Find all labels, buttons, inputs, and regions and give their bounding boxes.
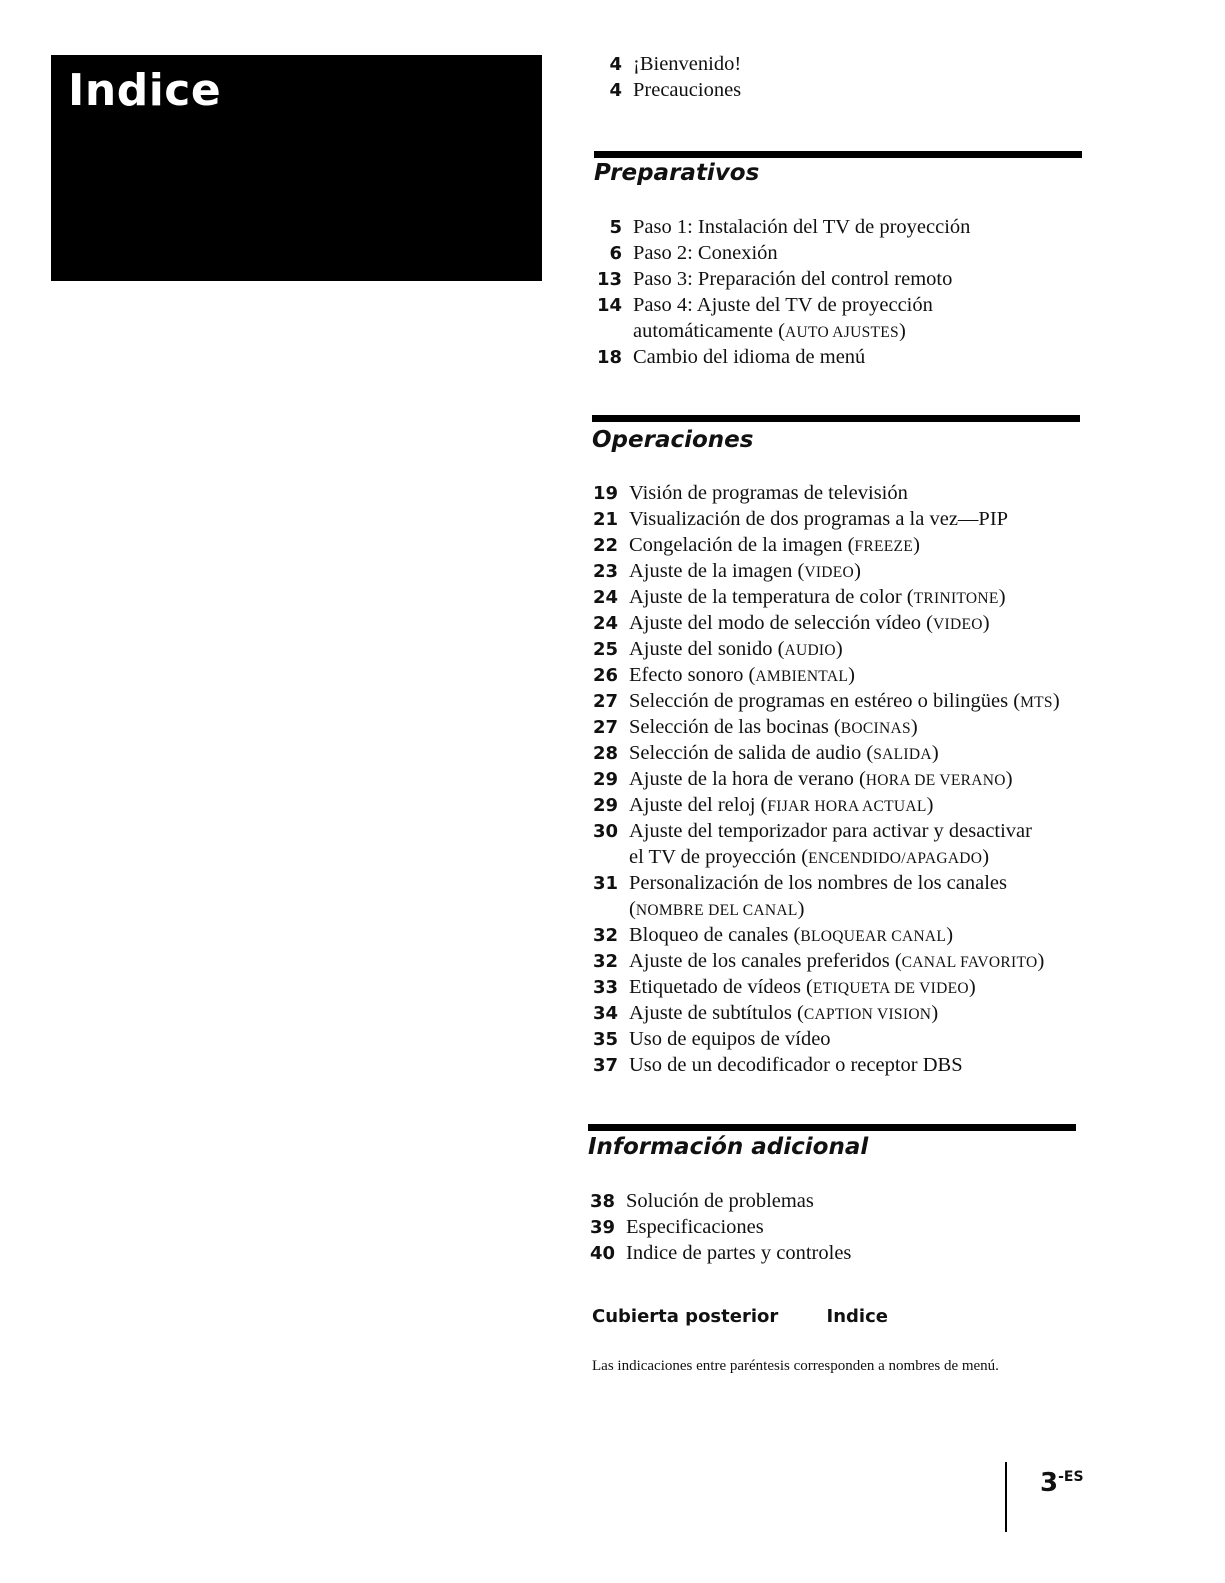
toc-page-number: 32: [592, 925, 618, 946]
menu-name-close: ): [797, 898, 805, 920]
toc-page-number: 35: [592, 1029, 618, 1050]
toc-page-number: 34: [592, 1003, 618, 1024]
toc-entry-text: [633, 292, 933, 346]
toc-page-number: 19: [592, 483, 618, 504]
toc-page-number: 30: [592, 821, 618, 842]
toc-entry-continuation: (: [629, 898, 636, 920]
toc-entry-title: Paso 1: Instalación del TV de proyección: [633, 216, 971, 238]
toc-entry: [588, 480, 908, 507]
toc-entry-text: [629, 740, 939, 768]
toc-entry-text: [629, 1000, 938, 1028]
page-number-divider: [1005, 1462, 1007, 1532]
menu-name-close: ): [1005, 768, 1013, 790]
toc-entry-title: Selección de las bocinas (: [629, 716, 841, 738]
back-cover-entry: [592, 1306, 888, 1327]
toc-page-number: 27: [592, 691, 618, 712]
menu-name-close: ): [931, 1002, 939, 1024]
toc-entry: [588, 688, 1060, 716]
menu-name: AUDIO: [784, 642, 836, 659]
toc-page-number: 39: [589, 1217, 615, 1238]
page-number-suffix: -ES: [1058, 1469, 1084, 1485]
toc-entry-text: [629, 818, 1032, 872]
toc-page-number: 4: [609, 54, 622, 75]
toc-entry-text: [633, 344, 865, 370]
toc-entry-title: Cambio del idioma de menú: [633, 346, 866, 368]
toc-page-number: 24: [592, 613, 618, 634]
toc-entry: [585, 1240, 851, 1267]
toc-entry-text: [629, 1026, 831, 1052]
toc-entry-text: [629, 922, 953, 950]
toc-entry-text: [633, 266, 952, 292]
menu-name-close: ): [931, 742, 939, 764]
toc-entry: [585, 1214, 764, 1241]
toc-entry: [592, 292, 933, 346]
toc-entry: [588, 870, 1007, 924]
toc-entry-title: Ajuste del sonido (: [629, 638, 785, 660]
toc-entry-text: [626, 1240, 851, 1266]
toc-entry-title: Efecto sonoro (: [629, 664, 756, 686]
toc-entry-text: [629, 1052, 963, 1078]
toc-entry: [592, 214, 970, 241]
footnote: Las indicaciones entre paréntesis corresponden a nombres de menú.: [592, 1358, 999, 1374]
toc-entry: [592, 240, 778, 267]
toc-entry-title: Precauciones: [633, 79, 742, 101]
menu-name: BLOQUEAR CANAL: [800, 928, 947, 945]
back-cover-label: Cubierta posterior: [592, 1306, 779, 1327]
toc-entry: [588, 1000, 938, 1028]
toc-entry-title: Solución de problemas: [626, 1190, 814, 1212]
toc-entry-title: Ajuste del reloj (: [629, 794, 768, 816]
toc-page-number: 18: [596, 347, 622, 368]
toc-entry-title: Uso de un decodificador o receptor DBS: [629, 1054, 963, 1076]
toc-page-number: 22: [592, 535, 618, 556]
toc-page-number: 21: [592, 509, 618, 530]
toc-entry-text: [629, 792, 933, 820]
toc-entry: [592, 77, 741, 104]
toc-entry-text: [629, 558, 861, 586]
toc-entry-line: [633, 292, 933, 318]
menu-name: SALIDA: [873, 746, 932, 763]
toc-entry: [588, 948, 1044, 976]
menu-name: AMBIENTAL: [755, 668, 849, 685]
toc-entry-text: [633, 77, 741, 103]
toc-entry-text: [629, 636, 843, 664]
toc-page-number: 38: [589, 1191, 615, 1212]
menu-name-close: ): [910, 716, 918, 738]
menu-name: BOCINAS: [840, 720, 911, 737]
section-rule: [594, 151, 1082, 158]
toc-entry-continuation: el TV de proyección (: [629, 846, 809, 868]
toc-entry-text: [626, 1188, 814, 1214]
toc-entry-text: [629, 584, 1006, 612]
menu-name-close: ): [913, 534, 920, 556]
toc-page-number: 33: [592, 977, 618, 998]
toc-entry: [588, 714, 918, 742]
toc-entry-title: Congelación de la imagen (: [629, 534, 855, 556]
toc-entry-line: [629, 818, 1032, 844]
title-block: [51, 55, 542, 281]
toc-page-number: 4: [609, 80, 622, 101]
toc-entry-title: Indice de partes y controles: [626, 1242, 852, 1264]
menu-name: CAPTION VISION: [803, 1006, 932, 1023]
menu-name-close: ): [848, 664, 855, 686]
toc-entry: [585, 1188, 814, 1215]
toc-entry-text: [629, 766, 1013, 794]
menu-name-close: ): [1052, 690, 1060, 712]
toc-page-number: 27: [592, 717, 618, 738]
toc-entry-title: Especificaciones: [626, 1216, 764, 1238]
section-rule: [588, 1124, 1076, 1131]
menu-name: AUTO AJUSTES: [784, 324, 899, 341]
menu-name: TRINITONE: [913, 590, 999, 607]
toc-entry-text: [629, 688, 1060, 716]
menu-name: NOMBRE DEL CANAL: [635, 902, 798, 919]
toc-entry-title: Selección de programas en estéreo o bilingües (: [629, 690, 1021, 712]
toc-entry-title: Ajuste del modo de selección vídeo (: [629, 612, 933, 634]
back-cover-target: Indice: [826, 1306, 888, 1327]
menu-name-close: ): [835, 638, 843, 660]
toc-entry-text: [633, 240, 778, 266]
toc-page-number: 13: [596, 269, 622, 290]
menu-name: CANAL FAVORITO: [901, 954, 1038, 971]
menu-name-close: ): [982, 846, 990, 868]
toc-entry-title: Ajuste de la temperatura de color (: [629, 586, 914, 608]
toc-entry-title: Ajuste del temporizador para activar y desactivar: [629, 820, 1032, 842]
toc-entry-title: Bloqueo de canales (: [629, 924, 801, 946]
toc-entry: [592, 344, 865, 371]
toc-page-number: 32: [592, 951, 618, 972]
toc-entry-text: [629, 506, 1008, 532]
toc-entry: [588, 584, 1006, 612]
toc-entry: [588, 1026, 831, 1053]
toc-entry-text: [629, 948, 1044, 976]
toc-entry-text: [629, 480, 908, 506]
toc-page-number: 29: [592, 769, 618, 790]
toc-entry-text: [626, 1214, 764, 1240]
toc-page-number: 26: [592, 665, 618, 686]
toc-entry-text: [629, 662, 855, 690]
menu-name-close: ): [998, 586, 1006, 608]
menu-name-close: ): [982, 612, 990, 634]
menu-name-close: ): [1037, 950, 1045, 972]
page-number-main: 3: [1040, 1468, 1059, 1498]
toc-page-number: 24: [592, 587, 618, 608]
toc-entry: [588, 506, 1008, 533]
menu-name-close: ): [854, 560, 861, 582]
menu-name-close: ): [968, 976, 976, 998]
toc-entry-title: Visión de programas de televisión: [629, 482, 908, 504]
toc-entry-line: [633, 318, 933, 346]
toc-entry-line: [629, 896, 1007, 924]
toc-entry-title: Paso 4: Ajuste del TV de proyección: [633, 294, 933, 316]
toc-entry: [588, 792, 933, 820]
toc-entry: [588, 636, 843, 664]
section-title: Operaciones: [592, 427, 754, 453]
toc-entry-title: Selección de salida de audio (: [629, 742, 874, 764]
menu-name-close: ): [898, 320, 906, 342]
toc-page-number: 23: [592, 561, 618, 582]
toc-entry: [588, 558, 861, 586]
menu-name: ETIQUETA DE VIDEO: [812, 980, 969, 997]
toc-page-number: 40: [589, 1243, 615, 1264]
toc-entry-text: [633, 214, 970, 240]
toc-entry-line: [629, 870, 1007, 896]
toc-entry: [592, 266, 952, 293]
toc-entry: [588, 1052, 963, 1079]
menu-name: HORA DE VERANO: [865, 772, 1006, 789]
toc-entry-text: [633, 51, 741, 77]
toc-entry: [588, 662, 855, 690]
menu-name: ENCENDIDO/APAGADO: [808, 850, 983, 867]
toc-entry: [588, 922, 953, 950]
toc-entry-title: Visualización de dos programas a la vez—PIP: [629, 508, 1009, 530]
toc-entry: [588, 532, 920, 560]
section-rule: [592, 415, 1080, 422]
toc-entry-title: Personalización de los nombres de los canales: [629, 872, 1007, 894]
toc-entry-title: Ajuste de la hora de verano (: [629, 768, 866, 790]
toc-entry-text: [629, 532, 920, 560]
toc-entry-continuation: automáticamente (: [633, 320, 785, 342]
toc-entry: [592, 51, 741, 78]
toc-entry-title: Etiquetado de vídeos (: [629, 976, 813, 998]
toc-entry-text: [629, 870, 1007, 924]
menu-name: MTS: [1020, 694, 1053, 711]
toc-page-number: 37: [592, 1055, 618, 1076]
toc-entry: [588, 610, 990, 638]
toc-entry-title: Ajuste de la imagen (: [629, 560, 805, 582]
toc-page-number: 25: [592, 639, 618, 660]
toc-entry: [588, 766, 1013, 794]
toc-entry-title: Ajuste de subtítulos (: [629, 1002, 804, 1024]
section-title: Preparativos: [594, 160, 760, 186]
toc-entry-title: Paso 3: Preparación del control remoto: [633, 268, 953, 290]
toc-entry: [588, 818, 1032, 872]
toc-entry-text: [629, 610, 990, 638]
toc-entry-text: [629, 714, 918, 742]
toc-entry-text: [629, 974, 976, 1002]
toc-entry-title: Ajuste de los canales preferidos (: [629, 950, 902, 972]
page-number: [1040, 1468, 1084, 1498]
toc-entry-title: ¡Bienvenido!: [633, 53, 742, 75]
toc-page-number: 29: [592, 795, 618, 816]
page-title: Indice: [68, 65, 222, 116]
toc-page-number: 5: [609, 217, 622, 238]
menu-name-close: ): [926, 794, 934, 816]
menu-name: FIJAR HORA ACTUAL: [767, 798, 927, 815]
menu-name: VIDEO: [804, 564, 855, 581]
toc-page-number: 14: [596, 295, 622, 316]
toc-entry-line: [629, 844, 1032, 872]
toc-page-number: 31: [592, 873, 618, 894]
toc-entry-title: Paso 2: Conexión: [633, 242, 778, 264]
menu-name: FREEZE: [854, 538, 914, 555]
toc-page-number: 6: [609, 243, 622, 264]
menu-name: VIDEO: [933, 616, 983, 633]
menu-name-close: ): [946, 924, 954, 946]
toc-page-number: 28: [592, 743, 618, 764]
toc-entry-title: Uso de equipos de vídeo: [629, 1028, 831, 1050]
toc-entry: [588, 740, 939, 768]
section-title: Información adicional: [588, 1134, 869, 1160]
toc-entry: [588, 974, 976, 1002]
